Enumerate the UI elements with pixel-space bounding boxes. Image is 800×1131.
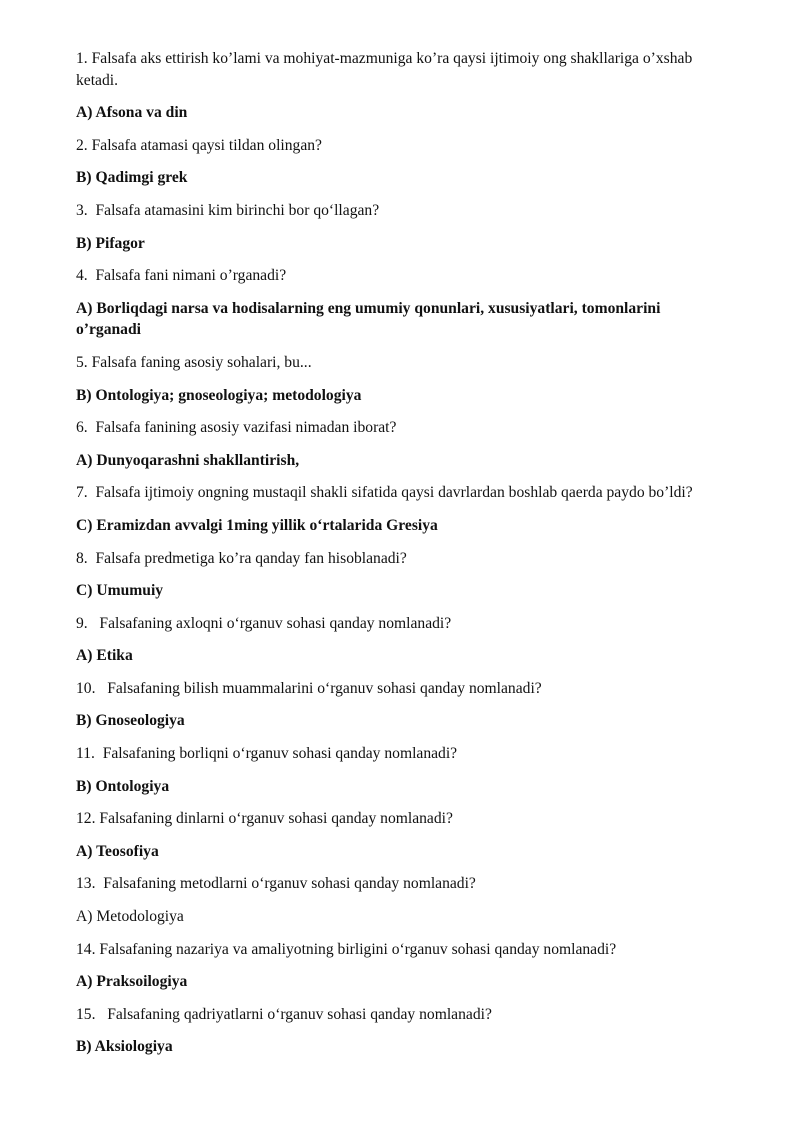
qa-item: [76, 417, 716, 471]
qa-item: [76, 1004, 716, 1058]
answer-text: A) Teosofiya: [76, 842, 159, 860]
qa-item: [76, 939, 716, 993]
question-text: 12. Falsafaning dinlarni o‘rganuv sohasi qanday nomlanadi?: [76, 810, 453, 828]
question-text: 13. Falsafaning metodlarni o‘rganuv sohasi qanday nomlanadi?: [76, 875, 476, 893]
qa-item: [76, 135, 716, 189]
qa-item: [76, 482, 716, 536]
question-text: 7. Falsafa ijtimoiy ongning mustaqil shakli sifatida qaysi davrlardan boshlab qaerda paydo bo’ldi?: [76, 484, 693, 502]
question-text: 3. Falsafa atamasini kim birinchi bor qo‘llagan?: [76, 201, 380, 219]
answer-text: B) Pifagor: [76, 234, 145, 252]
answer-text: C) Eramizdan avvalgi 1ming yillik o‘rtalarida Gresiya: [76, 516, 438, 534]
answer-text: A) Borliqdagi narsa va hodisalarning eng umumiy qonunlari, xususiyatlari, tomonlarini o’rganadi: [76, 299, 665, 339]
answer-text: B) Ontologiya: [76, 777, 170, 795]
document-page: [76, 48, 716, 1069]
qa-item: [76, 678, 716, 732]
question-text: 15. Falsafaning qadriyatlarni o‘rganuv sohasi qanday nomlanadi?: [76, 1005, 492, 1023]
question-text: 1. Falsafa aks ettirish ko’lami va mohiyat-mazmuniga ko’ra qaysi ijtimoiy ong shakllariga o’xshab ketadi.: [76, 50, 697, 89]
answer-text: B) Ontologiya; gnoseologiya; metodologiya: [76, 386, 362, 404]
answer-text: A) Afsona va din: [76, 104, 188, 122]
qa-item: [76, 613, 716, 667]
qa-item: [76, 548, 716, 602]
question-text: 14. Falsafaning nazariya va amaliyotning birligini o‘rganuv sohasi qanday nomlanadi?: [76, 940, 617, 958]
question-text: 11. Falsafaning borliqni o‘rganuv sohasi qanday nomlanadi?: [76, 745, 458, 763]
qa-item: [76, 352, 716, 406]
qa-item: [76, 265, 716, 341]
answer-text: A) Praksoilogiya: [76, 973, 188, 991]
qa-item: [76, 808, 716, 862]
question-text: 6. Falsafa fanining asosiy vazifasi nimadan iborat?: [76, 419, 397, 437]
qa-item: [76, 743, 716, 797]
question-text: 2. Falsafa atamasi qaysi tildan olingan?: [76, 136, 322, 154]
answer-text: A) Dunyoqarashni shakllantirish,: [76, 451, 300, 469]
question-text: 5. Falsafa faning asosiy sohalari, bu...: [76, 353, 312, 371]
qa-item: [76, 200, 716, 254]
qa-item: [76, 48, 716, 124]
answer-text: B) Aksiologiya: [76, 1038, 173, 1056]
qa-item: [76, 873, 716, 927]
answer-text: C) Umumuiy: [76, 582, 164, 600]
question-text: 10. Falsafaning bilish muammalarini o‘rganuv sohasi qanday nomlanadi?: [76, 679, 542, 697]
question-text: 4. Falsafa fani nimani o’rganadi?: [76, 267, 287, 285]
answer-text: A) Etika: [76, 647, 133, 665]
answer-text: B) Gnoseologiya: [76, 712, 185, 730]
answer-text: B) Qadimgi grek: [76, 169, 188, 187]
question-text: 8. Falsafa predmetiga ko’ra qanday fan hisoblanadi?: [76, 549, 407, 567]
question-text: 9. Falsafaning axloqni o‘rganuv sohasi qanday nomlanadi?: [76, 614, 452, 632]
answer-text: A) Metodologiya: [76, 908, 184, 926]
